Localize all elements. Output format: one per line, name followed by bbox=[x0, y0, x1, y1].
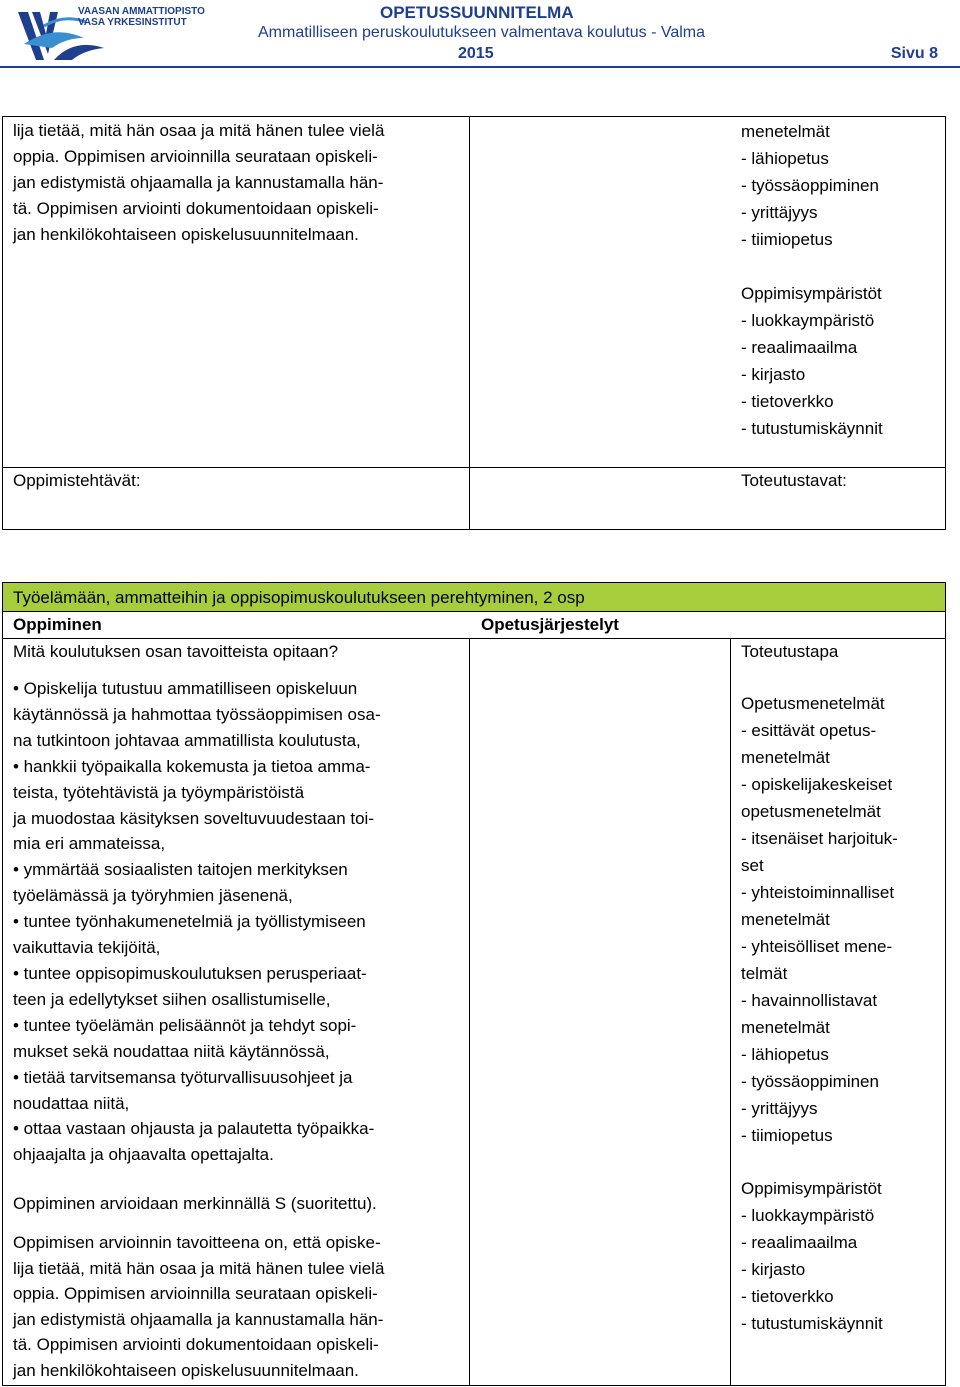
list-item: - tiimiopetus bbox=[741, 230, 833, 249]
list-item: ohjaajalta ja ohjaavalta opettajalta. bbox=[13, 1145, 274, 1165]
list-item: • hankkii työpaikalla kokemusta ja tietoa amma- bbox=[13, 756, 371, 776]
list-item: - yrittäjyys bbox=[741, 1099, 818, 1118]
organisation-name bbox=[78, 6, 205, 28]
list-item: - luokkaympäristö bbox=[741, 1206, 875, 1225]
list-item: noudattaa niitä, bbox=[13, 1093, 130, 1113]
section-title: Työelämään, ammatteihin ja oppisopimuskoulutukseen perehtyminen, 2 osp bbox=[13, 588, 585, 607]
list-item: • tuntee työnhakumenetelmiä ja työllistymiseen bbox=[13, 912, 366, 932]
list-item: - työssäoppiminen bbox=[741, 176, 879, 195]
top-assessment-text bbox=[13, 118, 384, 248]
list-item: - itsenäiset harjoituk- bbox=[741, 829, 898, 848]
table-line bbox=[730, 638, 731, 1386]
list-item: • Opiskelija tutustuu ammatilliseen opiskeluun bbox=[13, 679, 358, 698]
list-item: telmät bbox=[741, 964, 788, 983]
list-item: • tietää tarvitsemansa työturvallisuusohjeet ja bbox=[13, 1067, 353, 1087]
text-line: lija tietää, mitä hän osaa ja mitä hänen tulee vielä bbox=[13, 1258, 385, 1278]
list-item: - kirjasto bbox=[741, 1260, 806, 1279]
list-item: - kirjasto bbox=[741, 365, 806, 384]
list-item: - yhteisölliset mene- bbox=[741, 937, 893, 956]
list-item: • ottaa vastaan ohjausta ja palautetta työpaikka- bbox=[13, 1119, 375, 1139]
list-item: opetusmenetelmät bbox=[741, 802, 881, 821]
list-item: • tuntee oppisopimuskoulutuksen perusperiaat- bbox=[13, 963, 367, 983]
list-item: - tutustumiskäynnit bbox=[741, 1314, 883, 1333]
text-line: tä. Oppimisen arviointi dokumentoidaan opiskeli- bbox=[13, 1335, 379, 1355]
list-item: - reaalimaailma bbox=[741, 1233, 858, 1252]
list-item: • ymmärtää sosiaalisten taitojen merkityksen bbox=[13, 860, 348, 880]
document-subtitle: Ammatilliseen peruskoulutukseen valmentava koulutus - Valma bbox=[258, 24, 706, 41]
organisation-line-2: VASA YRKESINSTITUT bbox=[78, 17, 187, 28]
implementation-heading: Toteutustapa bbox=[741, 642, 839, 661]
column-header-organisation: Opetusjärjestelyt bbox=[481, 615, 619, 634]
list-item: teen ja edellytykset siihen osallistumiselle, bbox=[13, 989, 331, 1009]
list-item: - lähiopetus bbox=[741, 1045, 829, 1064]
document-title: OPETUSSUUNNITELMA bbox=[380, 3, 574, 22]
implementation-label: Toteutustavat: bbox=[741, 471, 847, 490]
column-header-learning: Oppiminen bbox=[13, 615, 102, 634]
text-line: jan henkilökohtaiseen opiskelusuunnitelmaan. bbox=[13, 225, 359, 244]
top-methods-list bbox=[741, 118, 879, 253]
page-header bbox=[0, 0, 960, 68]
list-item: Oppimisympäristöt bbox=[741, 284, 882, 303]
list-item: - opiskelijakeskeiset bbox=[741, 775, 893, 794]
list-item: - reaalimaailma bbox=[741, 338, 858, 357]
list-item: - yhteistoiminnalliset bbox=[741, 883, 895, 902]
list-item: ja muodostaa käsityksen soveltuvuudestaan toi- bbox=[13, 808, 374, 828]
list-item: menetelmät bbox=[741, 122, 830, 141]
methods-list bbox=[741, 690, 898, 1149]
list-item: - yrittäjyys bbox=[741, 203, 818, 222]
list-item: Oppimisympäristöt bbox=[741, 1179, 882, 1198]
goals-question: Mitä koulutuksen osan tavoitteista opitaan? bbox=[13, 642, 339, 661]
environments-list bbox=[741, 1175, 883, 1337]
list-item: - työssäoppiminen bbox=[741, 1072, 879, 1091]
list-item: mukset sekä noudattaa niitä käytännössä, bbox=[13, 1041, 330, 1061]
list-item: - lähiopetus bbox=[741, 149, 829, 168]
list-item: - tiimiopetus bbox=[741, 1126, 833, 1145]
text-line: jan edistymistä ohjaamalla ja kannustamalla hän- bbox=[13, 1309, 384, 1329]
list-item: na tutkintoon johtavaa ammatillista koulutusta, bbox=[13, 730, 361, 750]
page-number: Sivu 8 bbox=[890, 45, 938, 62]
list-item: - tietoverkko bbox=[741, 1287, 834, 1306]
tasks-label: Oppimistehtävät: bbox=[13, 471, 141, 490]
organisation-line-1: VAASAN AMMATTIOPISTO bbox=[78, 6, 205, 17]
list-item: Opetusmenetelmät bbox=[741, 694, 885, 713]
table-line bbox=[469, 638, 470, 1386]
goals-list bbox=[13, 676, 381, 1168]
list-item: menetelmät bbox=[741, 1018, 830, 1037]
table-line bbox=[945, 612, 946, 1386]
table-line bbox=[2, 612, 3, 1386]
list-item: mia eri ammateissa, bbox=[13, 834, 166, 854]
document-year: 2015 bbox=[458, 45, 494, 62]
list-item: teista, työtehtävistä ja työympäristöistä bbox=[13, 782, 305, 802]
list-item: työelämässä ja työryhmien jäsenenä, bbox=[13, 886, 293, 906]
text-line: jan henkilökohtaiseen opiskelusuunnitelmaan. bbox=[13, 1360, 359, 1380]
list-item: - tutustumiskäynnit bbox=[741, 419, 883, 438]
assessment-mark: Oppiminen arvioidaan merkinnällä S (suoritettu). bbox=[13, 1194, 377, 1213]
table-line bbox=[2, 1385, 946, 1386]
header-divider bbox=[0, 66, 960, 68]
top-environments-list bbox=[741, 280, 883, 442]
text-line: oppia. Oppimisen arvioinnilla seurataan opiskeli- bbox=[13, 1284, 378, 1304]
list-item: - luokkaympäristö bbox=[741, 311, 875, 330]
list-item: set bbox=[741, 856, 764, 875]
list-item: menetelmät bbox=[741, 748, 830, 767]
list-item: - esittävät opetus- bbox=[741, 721, 877, 740]
list-item: vaikuttavia tekijöitä, bbox=[13, 938, 161, 958]
text-line: lija tietää, mitä hän osaa ja mitä hänen tulee vielä bbox=[13, 121, 385, 140]
list-item: menetelmät bbox=[741, 910, 830, 929]
list-item: käytännössä ja hahmottaa työssäoppimisen osa- bbox=[13, 704, 381, 724]
assessment-text bbox=[13, 1230, 384, 1384]
text-line: jan edistymistä ohjaamalla ja kannustamalla hän- bbox=[13, 173, 384, 192]
list-item: - havainnollistavat bbox=[741, 991, 878, 1010]
list-item: • tuntee työelämän pelisäännöt ja tehdyt sopi- bbox=[13, 1015, 357, 1035]
list-item: - tietoverkko bbox=[741, 392, 834, 411]
text-line: Oppimisen arvioinnin tavoitteena on, että opiske- bbox=[13, 1233, 381, 1252]
text-line: oppia. Oppimisen arvioinnilla seurataan opiskeli- bbox=[13, 147, 378, 166]
text-line: tä. Oppimisen arviointi dokumentoidaan opiskeli- bbox=[13, 199, 379, 218]
